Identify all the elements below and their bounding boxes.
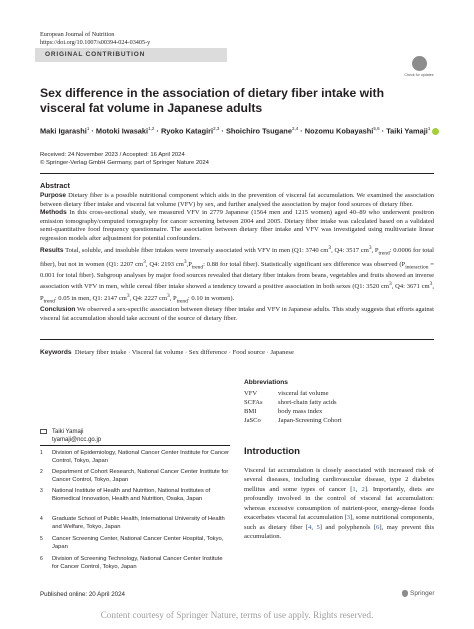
paragraph-text: , Q4: 2227 cm xyxy=(129,295,168,303)
abbreviation-key: SCFAs xyxy=(244,399,263,406)
author-affiliation-ref: 2,3 xyxy=(213,126,220,131)
subscript: interaction xyxy=(405,264,429,271)
divider xyxy=(40,173,434,174)
abstract-purpose xyxy=(40,192,434,209)
abbreviation-row xyxy=(244,407,342,416)
citation-link[interactable]: 2 xyxy=(361,485,365,493)
superscript: 3 xyxy=(143,258,146,265)
affiliation xyxy=(40,556,230,571)
introduction-heading: Introduction xyxy=(244,446,300,457)
abbreviation-row xyxy=(244,389,342,398)
abbreviation-value: Japan-Screening Cohort xyxy=(278,417,342,424)
superscript: 3 xyxy=(183,258,187,265)
abbreviation-key: VFV xyxy=(244,390,258,397)
paragraph-text: Total, soluble, and insoluble fiber intakes were inversely associated with VFV in men (Q1: 3740 cm xyxy=(65,246,329,254)
abbreviation-value: visceral fat volume xyxy=(278,390,329,397)
affiliation-number: 2 xyxy=(40,469,43,475)
superscript: 3 xyxy=(389,281,392,288)
article-title: Sex difference in the association of dietary fiber intake with visceral fat volume in Japanese adults xyxy=(40,86,385,115)
corresponding-author-name: Taiki Yamaji xyxy=(52,429,84,435)
affiliation xyxy=(40,536,230,551)
published-date: Published online: 20 April 2024 xyxy=(40,591,125,598)
paragraph-text: = 0.001 for total fiber). Subgroup analyses by major food sources revealed that dietary fiber intakes from beans, vegetables and fruits showed an inverse association with VFV in men, while cereal fiber intake showed a tendency toward a positive association in both sexes (Q1: 3520 cm xyxy=(40,260,434,291)
citation-link[interactable]: 6 xyxy=(376,523,380,531)
abstract-heading: Abstract xyxy=(40,181,70,190)
affiliation-text: Department of Cohort Research, National Cancer Center Institute for Cancer Control, Tokyo, Japan xyxy=(52,469,229,483)
divider xyxy=(40,445,230,446)
check-for-updates-label[interactable]: Check for updates xyxy=(404,73,434,77)
paragraph-text: Visceral fat accumulation is closely associated with increased risk of several diseases, including cardiovascular disease, type 2 diabetes mellitus and some types of cancer [ xyxy=(244,467,434,493)
paragraph-text: We observed a sex-specific association between dietary fiber intake and VFV in Japanese adults. This study suggests that efforts against visceral fat accumulation should take account of the source of dietary fiber. xyxy=(40,306,434,322)
superscript: 3 xyxy=(328,244,332,251)
paragraph-text: Dietary fiber is a possible nutritional component which aids in the prevention of visceral fat accumulation. We examined the association between dietary fiber intake and visceral fat volume (VFV) by sex, and further analysed the association by major food sources of dietary fiber. xyxy=(40,192,434,208)
paragraph-text: : 0.88 for total fiber). Statistically significant sex difference was observed (P xyxy=(203,260,406,268)
abstract-methods xyxy=(40,209,434,243)
abstract-conclusion xyxy=(40,306,434,323)
paragraph-text: ], may prevent this accumulation. xyxy=(244,523,435,541)
affiliation-text: Cancer Screening Center, National Cancer Center Hospital, Tokyo, Japan xyxy=(52,536,224,550)
keywords xyxy=(40,349,440,356)
paragraph-text: , P xyxy=(169,295,177,303)
author[interactable]: Ryoko Katagiri xyxy=(160,126,214,136)
affiliation-number: 3 xyxy=(40,488,43,494)
paragraph-text: ]. Importantly, diets are profoundly involved in the control of visceral fat accumulation: whereas excessive consumption of nutrient-poor, energy-dense foods exacerbates visceral fat accumulation [ xyxy=(244,485,434,522)
affiliation-text: National Institute of Health and Nutrition, National Institutes of Biomedical Innovation, Health and Nutrition, Osaka, Japan xyxy=(52,488,211,502)
superscript: 3 xyxy=(368,244,372,251)
citation-link[interactable]: 1 xyxy=(352,485,356,493)
paragraph-text: , Q4: 3671 cm xyxy=(391,283,430,291)
envelope-icon xyxy=(40,429,47,434)
author[interactable]: Nozomu Kobayashi xyxy=(304,126,374,136)
courtesy-notice: Content courtesy of Springer Nature, terms of use apply. Rights reserved. xyxy=(100,611,374,621)
superscript: 3 xyxy=(429,281,433,288)
citation-link[interactable]: 4 xyxy=(308,523,312,531)
affiliation xyxy=(40,488,230,503)
affiliation-number: 4 xyxy=(40,516,43,522)
affiliation-number: 5 xyxy=(40,536,43,542)
paragraph-text: , P xyxy=(40,283,434,303)
corresponding-author xyxy=(40,428,101,444)
corresponding-author-email[interactable]: tyamaji@ncc.go.jp xyxy=(52,437,102,443)
abbreviations-table xyxy=(244,389,342,425)
orcid-icon[interactable] xyxy=(432,128,439,135)
author[interactable]: Maki Igarashi xyxy=(40,126,87,136)
paragraph-text: , P xyxy=(371,246,379,254)
author-affiliation-ref: 1 xyxy=(427,126,431,131)
abstract-body xyxy=(40,192,434,323)
affiliation xyxy=(40,469,230,484)
article-history xyxy=(40,151,209,167)
journal-name: European Journal of Nutrition xyxy=(40,31,115,38)
affiliation-number: 6 xyxy=(40,556,43,562)
abbreviation-key: JaSCo xyxy=(244,417,261,424)
paragraph-text: , Q4: 2193 cm xyxy=(145,260,184,268)
subscript: trend xyxy=(378,250,390,257)
paragraph-text: ] and polyphenols [ xyxy=(319,523,377,531)
abbreviations-heading: Abbreviations xyxy=(244,379,288,386)
paragraph-text: , xyxy=(355,485,362,493)
subscript: trend xyxy=(176,298,188,305)
abbreviation-value: body mass index xyxy=(278,408,323,415)
author-list: Maki Igarashi$^1$ · Motoki Iwasaki$^{1,2}$ · Ryoko Katagiri$^{2,3}$ · Shoichiro Tsugane$^{2,4}$ · Nozomu Kobayashi$^{5,6}$ · Taiki Yamaji$^1$ xyxy=(40,126,460,135)
abbreviation-row xyxy=(244,416,342,425)
paragraph-text: , xyxy=(311,523,317,531)
keywords-list: Dietary fiber intake · Visceral fat volume · Sex difference · Food source · Japanese xyxy=(74,349,294,356)
paragraph-text: ], some nutritional components, such as dietary fiber [ xyxy=(244,514,434,531)
author[interactable]: Shoichiro Tsugane xyxy=(225,126,292,136)
divider xyxy=(40,339,434,340)
superscript: 3 xyxy=(126,293,130,300)
paragraph-text: In this cross-sectional study, we measured VFV in 2779 Japanese (1564 men and 1215 women) aged 40–89 who underwent positron emission tomography/computed tomography for cancer screening between 2004 and 2005. Dietary fiber intake was calculated based on a validated semi-quantitative food frequency questionnaire. The association between dietary fiber intake and VFV was investigated using multivariate linear regression models after adjustment for potential confounders. xyxy=(40,209,435,242)
author-affiliation-ref: 1,2 xyxy=(148,126,155,131)
subscript: trend xyxy=(43,298,55,305)
author[interactable]: Taiki Yamaji xyxy=(386,126,428,136)
received-accepted-dates: Received: 24 November 2023 / Accepted: 16 April 2024 xyxy=(40,152,185,158)
publisher-name: Springer xyxy=(410,590,435,598)
abbreviation-value: short-chain fatty acids xyxy=(278,399,337,406)
copyright-notice: © Springer-Verlag GmbH Germany, part of Springer Nature 2024 xyxy=(40,160,209,166)
abbreviation-key: BMI xyxy=(244,408,257,415)
affiliation-text: Graduate School of Public Health, International University of Health and Welfare, Tokyo, Japan xyxy=(52,516,225,530)
section-label: Conclusion xyxy=(40,306,76,314)
paragraph-text: : 0.05 in men, Q1: 2147 cm xyxy=(54,295,127,303)
keywords-label: Keywords xyxy=(40,349,72,356)
paragraph-text: : 0.10 in women). xyxy=(187,295,235,303)
affiliation xyxy=(40,516,230,531)
abstract-results xyxy=(40,244,434,307)
affiliation xyxy=(40,450,230,465)
abbreviation-row xyxy=(244,398,342,407)
introduction-paragraph xyxy=(244,466,434,542)
affiliation-text: Division of Epidemiology, National Cancer Center Institute for Cancer Control, Tokyo, Japan xyxy=(52,450,230,464)
citation-link[interactable]: 3 xyxy=(346,514,351,522)
paragraph-text: ,P xyxy=(186,260,192,268)
author-affiliation-ref: 5,6 xyxy=(373,126,380,131)
section-label: Results xyxy=(40,246,64,254)
section-label: Purpose xyxy=(40,192,67,199)
author[interactable]: Motoki Iwasaki xyxy=(95,126,149,136)
springer-horse-icon xyxy=(402,590,408,597)
check-for-updates-icon[interactable] xyxy=(412,56,427,71)
affiliation-number: 1 xyxy=(40,450,43,456)
subscript: trend xyxy=(191,264,204,271)
author-affiliation-ref: 1 xyxy=(86,126,90,131)
author-affiliation-ref: 2,4 xyxy=(291,126,299,131)
section-label: Methods xyxy=(40,209,67,217)
article-type-label: ORIGINAL CONTRIBUTION xyxy=(45,51,146,58)
publisher-logo xyxy=(402,590,435,597)
paragraph-text: : 0.0006 for total fiber), but not in women (Q1: 2207 cm xyxy=(40,246,434,268)
superscript: 3 xyxy=(167,293,170,300)
affiliation-text: Division of Screening Technology, National Cancer Center Institute for Cancer Control, Tokyo, Japan xyxy=(52,556,223,570)
paragraph-text: , Q4: 3517 cm xyxy=(331,246,369,254)
citation-link[interactable]: 5 xyxy=(316,523,320,531)
doi-link[interactable]: https://doi.org/10.1007/s00394-024-03405-y xyxy=(40,39,151,46)
